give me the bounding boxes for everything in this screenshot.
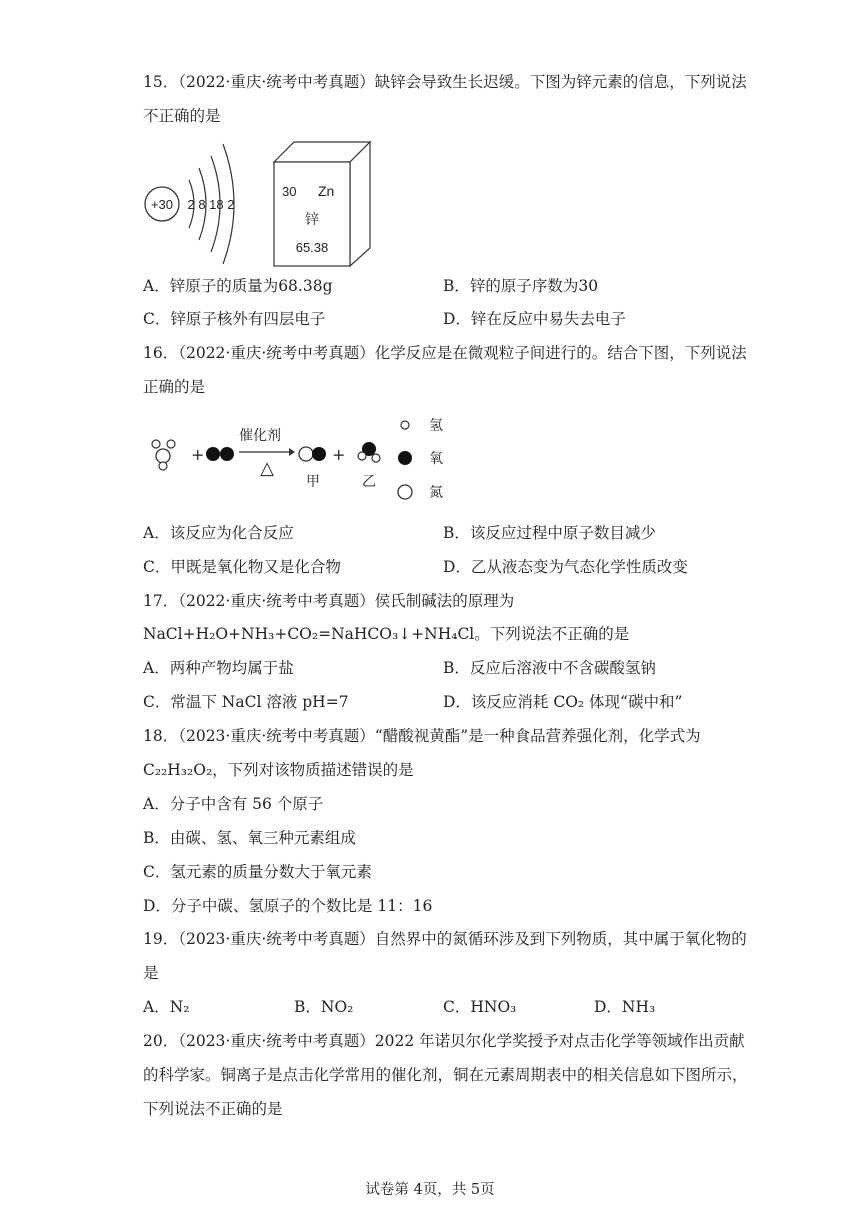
q15-stem-line2: 不正确的是 bbox=[143, 107, 221, 125]
q19-option-b[interactable]: B．NO₂ bbox=[294, 998, 354, 1016]
q15-option-a[interactable]: A．锌原子的质量为68.38g bbox=[143, 277, 333, 295]
product-label-yi: 乙 bbox=[362, 474, 376, 490]
q17-option-b[interactable]: B．反应后溶液中不含碳酸氢钠 bbox=[443, 659, 656, 677]
q17-option-a[interactable]: A．两种产物均属于盐 bbox=[143, 659, 294, 677]
q19-stem-line2: 是 bbox=[143, 964, 159, 982]
q20-stem-line1: 20．（2023·重庆·统考中考真题）2022 年诺贝尔化学奖授予对点击化学等领域作出贡献 bbox=[143, 1032, 745, 1050]
q18-stem-line1: 18．（2023·重庆·统考中考真题）“醋酸视黄酯”是一种食品营养强化剂，化学式为 bbox=[143, 727, 701, 745]
q20-stem-line2: 的科学家。铜离子是点击化学常用的催化剂，铜在元素周期表中的相关信息如下图所示， bbox=[143, 1066, 748, 1084]
legend-hydrogen: 氢 bbox=[429, 418, 443, 434]
q15-option-d[interactable]: D．锌在反应中易失去电子 bbox=[443, 310, 626, 328]
q17-stem-line1: 17．（2022·重庆·统考中考真题）侯氏制碱法的原理为 bbox=[143, 592, 515, 610]
reaction-microscopic-diagram bbox=[143, 410, 463, 500]
q18-option-c[interactable]: C．氢元素的质量分数大于氧元素 bbox=[143, 863, 372, 881]
element-name: 锌 bbox=[305, 212, 319, 228]
nucleus-charge: +30 bbox=[150, 197, 174, 212]
q16-option-b[interactable]: B．该反应过程中原子数目减少 bbox=[443, 524, 656, 542]
zinc-atom-structure-diagram bbox=[143, 140, 253, 268]
heat-symbol: △ bbox=[260, 458, 274, 479]
product-label-jia: 甲 bbox=[306, 474, 320, 490]
q18-stem-line2: C₂₂H₃₂O₂，下列对该物质描述错误的是 bbox=[143, 761, 414, 779]
plus-sign-2: + bbox=[332, 445, 346, 464]
legend-nitrogen: 氮 bbox=[429, 485, 443, 500]
q16-stem-line2: 正确的是 bbox=[143, 378, 206, 396]
atomic-number: 30 bbox=[282, 184, 297, 199]
q18-option-a[interactable]: A．分子中含有 56 个原子 bbox=[143, 795, 324, 813]
zinc-element-tile bbox=[272, 140, 372, 268]
q16-option-c[interactable]: C．甲既是氧化物又是化合物 bbox=[143, 558, 341, 576]
legend-oxygen: 氧 bbox=[429, 451, 443, 467]
q17-option-d[interactable]: D．该反应消耗 CO₂ 体现“碳中和” bbox=[443, 693, 683, 711]
element-symbol: Zn bbox=[318, 183, 335, 199]
q19-option-a[interactable]: A．N₂ bbox=[143, 998, 190, 1016]
atomic-mass: 65.38 bbox=[295, 240, 329, 255]
q18-option-b[interactable]: B．由碳、氢、氧三种元素组成 bbox=[143, 829, 356, 847]
q19-option-c[interactable]: C．HNO₃ bbox=[443, 998, 517, 1016]
q19-stem-line1: 19．（2023·重庆·统考中考真题）自然界中的氮循环涉及到下列物质，其中属于氧化物的 bbox=[143, 930, 747, 948]
q17-stem-line2: NaCl+H₂O+NH₃+CO₂=NaHCO₃↓+NH₄Cl。下列说法不正确的是 bbox=[143, 625, 630, 643]
q20-stem-line3: 下列说法不正确的是 bbox=[143, 1100, 283, 1118]
q16-option-a[interactable]: A．该反应为化合反应 bbox=[143, 524, 294, 542]
q16-stem-line1: 16．（2022·重庆·统考中考真题）化学反应是在微观粒子间进行的。结合下图，下列说法 bbox=[143, 344, 747, 362]
q15-stem-line1: 15．（2022·重庆·统考中考真题）缺锌会导致生长迟缓。下图为锌元素的信息，下列说法 bbox=[143, 73, 747, 91]
q17-option-c[interactable]: C．常温下 NaCl 溶液 pH=7 bbox=[143, 693, 349, 711]
catalyst-label: 催化剂 bbox=[239, 428, 281, 444]
q16-option-d[interactable]: D．乙从液态变为气态化学性质改变 bbox=[443, 558, 688, 576]
q15-option-b[interactable]: B．锌的原子序数为30 bbox=[443, 277, 599, 295]
plus-sign-1: + bbox=[191, 445, 205, 464]
electron-shells: 2 8 18 2 bbox=[187, 197, 235, 212]
q15-option-c[interactable]: C．锌原子核外有四层电子 bbox=[143, 310, 326, 328]
q18-option-d[interactable]: D．分子中碳、氢原子的个数比是 11：16 bbox=[143, 897, 433, 915]
page-footer: 试卷第 4页，共 5页 bbox=[365, 1182, 495, 1198]
q19-option-d[interactable]: D．NH₃ bbox=[594, 998, 656, 1016]
